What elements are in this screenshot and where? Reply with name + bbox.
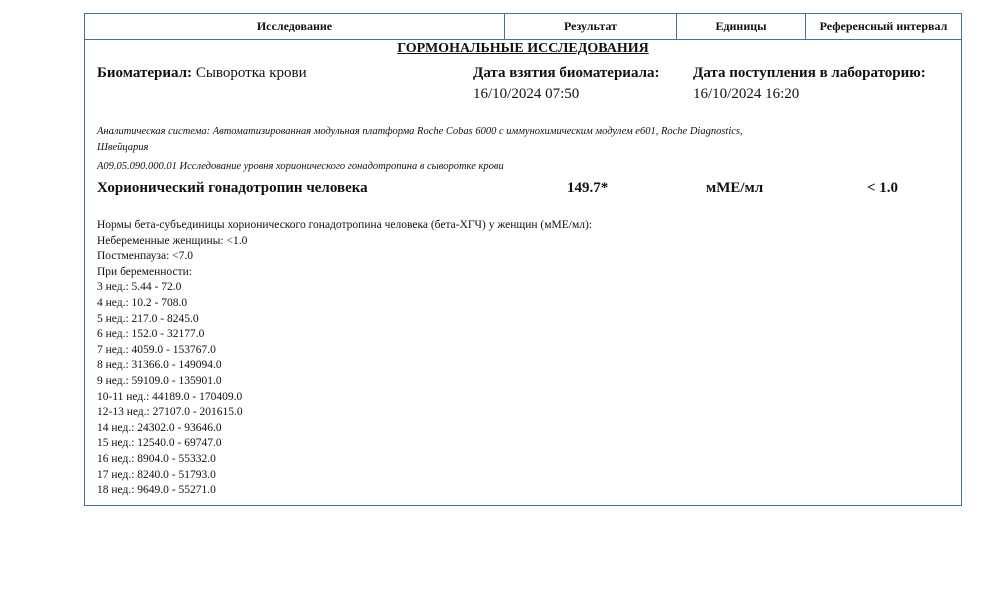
receipt-date-label: Дата поступления в лабораторию: bbox=[693, 65, 926, 81]
result-value: 149.7* bbox=[567, 180, 609, 196]
norm-line: 14 нед.: 24302.0 - 93646.0 bbox=[97, 421, 222, 434]
result-name: Хорионический гонадотропин человека bbox=[97, 180, 368, 196]
col-units-header: Единицы bbox=[677, 14, 806, 39]
norm-line: 17 нед.: 8240.0 - 51793.0 bbox=[97, 468, 216, 481]
biomaterial bbox=[97, 65, 307, 82]
collection-date-value: 16/10/2024 07:50 bbox=[473, 86, 580, 102]
norm-line: 7 нед.: 4059.0 - 153767.0 bbox=[97, 343, 216, 356]
collection-date-label: Дата взятия биоматериала: bbox=[473, 65, 660, 81]
lab-report-table bbox=[84, 13, 962, 506]
norm-line: 10-11 нед.: 44189.0 - 170409.0 bbox=[97, 390, 243, 403]
col-reference-header: Референсный интервал bbox=[819, 19, 948, 33]
norm-line: 8 нед.: 31366.0 - 149094.0 bbox=[97, 359, 222, 372]
result-reference: < 1.0 bbox=[867, 180, 899, 196]
table-header bbox=[85, 14, 961, 40]
norm-line: 12-13 нед.: 27107.0 - 201615.0 bbox=[97, 406, 243, 419]
norm-line: 9 нед.: 59109.0 - 135901.0 bbox=[97, 374, 222, 387]
test-code-line: A09.05.090.000.01 Исследование уровня хорионического гонадотропина в сыворотке крови bbox=[97, 161, 504, 172]
analytic-system-line1: Аналитическая система: Автоматизированная модульная платформа Roche Cobas 6000 с иммунохимическим модулем e601, Roche Diagnostics, bbox=[97, 126, 743, 137]
norm-line: Небеременные женщины: <1.0 bbox=[97, 234, 248, 247]
col-result-header: Результат bbox=[505, 14, 677, 39]
receipt-date-value: 16/10/2024 16:20 bbox=[693, 86, 800, 102]
norm-line: 5 нед.: 217.0 - 8245.0 bbox=[97, 312, 199, 325]
result-units: мМЕ/мл bbox=[706, 180, 764, 196]
analytic-system-line2: Швейцария bbox=[97, 142, 149, 153]
norm-line: 16 нед.: 8904.0 - 55332.0 bbox=[97, 452, 216, 465]
section-title: ГОРМОНАЛЬНЫЕ ИССЛЕДОВАНИЯ bbox=[397, 41, 649, 56]
biomaterial-label: Биоматериал: bbox=[97, 65, 193, 81]
norm-line: 3 нед.: 5.44 - 72.0 bbox=[97, 281, 182, 294]
col-study-header: Исследование bbox=[85, 14, 505, 39]
biomaterial-value: Сыворотка крови bbox=[195, 65, 307, 81]
norm-line: 4 нед.: 10.2 - 708.0 bbox=[97, 296, 188, 309]
norms-title: Нормы бета-субъединицы хорионического гонадотропина человека (бета-ХГЧ) у женщин (мМЕ/мл): bbox=[97, 219, 593, 231]
norm-line: 6 нед.: 152.0 - 32177.0 bbox=[97, 328, 205, 341]
norm-line: Постменпауза: <7.0 bbox=[97, 250, 194, 263]
norm-line: 15 нед.: 12540.0 - 69747.0 bbox=[97, 437, 222, 450]
norms-list bbox=[97, 218, 592, 499]
norm-line: 18 нед.: 9649.0 - 55271.0 bbox=[97, 484, 216, 497]
norm-line: При беременности: bbox=[97, 265, 192, 278]
